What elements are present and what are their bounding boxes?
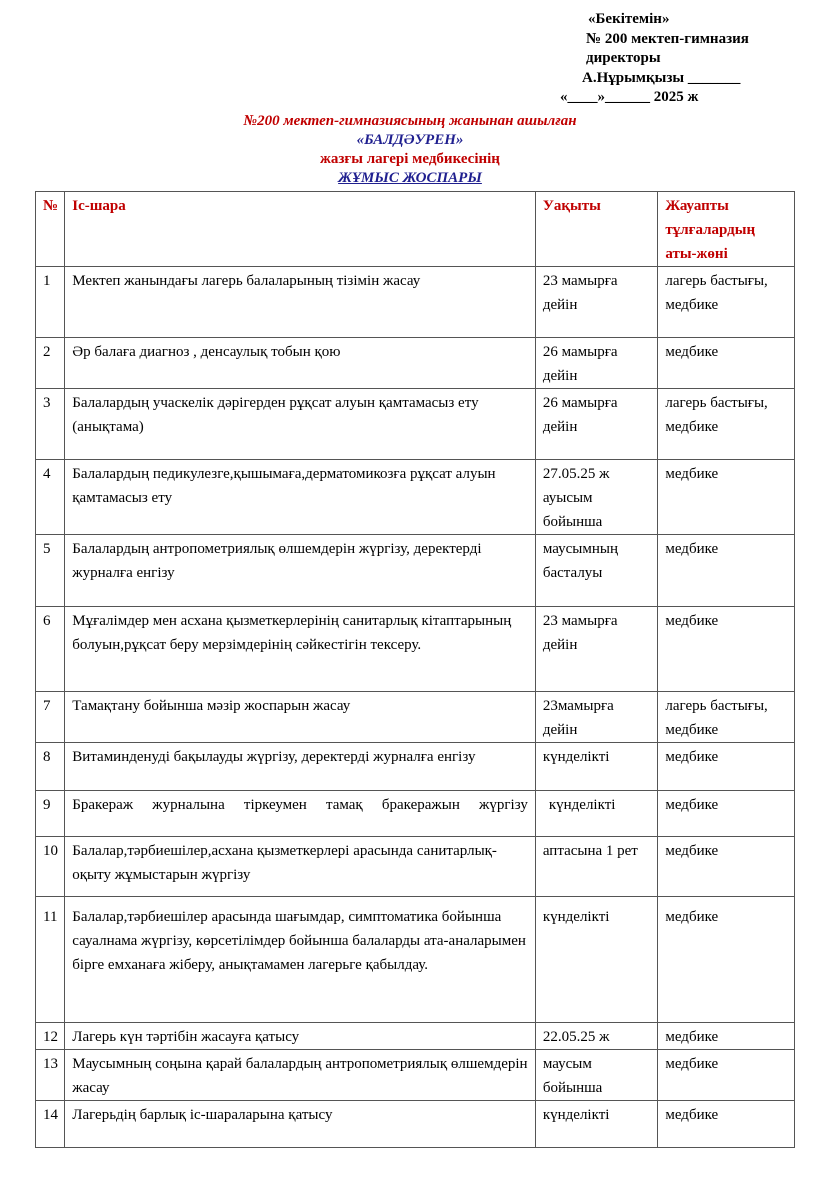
table-row	[36, 791, 795, 837]
row-activity: Балалар,тәрбиешілер арасында шағымдар, симптоматика бойынша сауалнама жүргізу, көрсетілімдер бойынша балаларды ата-аналарымен бірге емханаға жіберу, анықтамамен лагерьге қабылдау.	[65, 897, 536, 1023]
table-row	[36, 743, 795, 791]
table-row	[36, 460, 795, 535]
row-activity: Мұғалімдер мен асхана қызметкерлерінің санитарлық кітаптарының болуын,рұқсат беру мерзімдерінің сәйкестігін тексеру.	[65, 607, 536, 692]
row-time: күнделікті	[535, 1101, 658, 1148]
row-time: 23 мамырға дейін	[535, 607, 658, 692]
table-row	[36, 607, 795, 692]
row-number: 6	[36, 607, 65, 692]
row-responsible: медбике	[658, 1101, 795, 1148]
row-activity: Балалардың педикулезге,қышымаға,дерматомикозға рұқсат алуын қамтамасыз ету	[65, 460, 536, 535]
title-line-1: №200 мектеп-гимназиясының жанынан ашылған	[243, 113, 577, 129]
row-time: аптасына 1 рет	[535, 837, 658, 897]
approval-line-4: А.Нұрымқызы _______	[582, 69, 741, 86]
header-responsible: Жауапты тұлғалардың аты-жөні	[658, 192, 795, 267]
title-line-3: жазғы лагері медбикесінің	[320, 151, 500, 167]
row-responsible: медбике	[658, 535, 795, 607]
row-number: 1	[36, 267, 65, 338]
row-responsible: лагерь бастығы, медбике	[658, 692, 795, 743]
header-number: №	[36, 192, 65, 267]
row-number: 11	[36, 897, 65, 1023]
title-line-2: «БАЛДӘУРЕН»	[356, 132, 464, 148]
row-time: 27.05.25 ж ауысым бойынша	[535, 460, 658, 535]
row-responsible: медбике	[658, 460, 795, 535]
row-responsible: медбике	[658, 1023, 795, 1050]
row-number: 3	[36, 389, 65, 460]
row-number: 9	[36, 791, 65, 837]
row-activity: Тамақтану бойынша мәзір жоспарын жасау	[65, 692, 536, 743]
row-number: 2	[36, 338, 65, 389]
approval-line-1: «Бекітемін»	[588, 11, 670, 27]
row-responsible: медбике	[658, 338, 795, 389]
row-time: маусым бойынша	[535, 1050, 658, 1101]
header-activity: Іс-шара	[65, 192, 536, 267]
table-row	[36, 1101, 795, 1148]
row-number: 13	[36, 1050, 65, 1101]
row-activity: Лагерьдің барлық іс-шараларына қатысу	[65, 1101, 536, 1148]
row-activity: Балалардың учаскелік дәрігерден рұқсат алуын қамтамасыз ету (анықтама)	[65, 389, 536, 460]
row-responsible: медбике	[658, 791, 795, 837]
row-responsible: медбике	[658, 1050, 795, 1101]
table-row	[36, 897, 795, 1023]
row-time: күнделікті	[535, 743, 658, 791]
row-activity: Лагерь күн тәртібін жасауға қатысу	[65, 1023, 536, 1050]
table-row	[36, 267, 795, 338]
row-time: маусымның басталуы	[535, 535, 658, 607]
table-row	[36, 338, 795, 389]
row-responsible: медбике	[658, 743, 795, 791]
row-activity: Балалар,тәрбиешілер,асхана қызметкерлері арасында санитарлық- оқыту жұмыстарын жүргізу	[65, 837, 536, 897]
row-responsible: медбике	[658, 837, 795, 897]
work-plan-table	[35, 191, 795, 1148]
row-time: 22.05.25 ж	[535, 1023, 658, 1050]
row-activity: Маусымның соңына қарай балалардың антропометриялық өлшемдерін жасау	[65, 1050, 536, 1101]
approval-stamp	[556, 10, 816, 108]
table-row	[36, 837, 795, 897]
table-header-row	[36, 192, 795, 267]
row-number: 7	[36, 692, 65, 743]
row-time: күнделікті	[535, 897, 658, 1023]
row-time: 26 мамырға дейін	[535, 389, 658, 460]
row-activity: Мектеп жанындағы лагерь балаларының тізімін жасау	[65, 267, 536, 338]
approval-line-2: № 200 мектеп-гимназия	[586, 30, 749, 47]
row-time: күнделікті	[535, 791, 658, 837]
row-time: 23мамырға дейін	[535, 692, 658, 743]
header-time: Уақыты	[535, 192, 658, 267]
row-number: 4	[36, 460, 65, 535]
table-row	[36, 692, 795, 743]
row-responsible: лагерь бастығы, медбике	[658, 267, 795, 338]
row-number: 8	[36, 743, 65, 791]
row-responsible: лагерь бастығы, медбике	[658, 389, 795, 460]
table-row	[36, 1050, 795, 1101]
approval-line-5: «____»______ 2025 ж	[560, 89, 699, 105]
row-activity: Әр балаға диагноз , денсаулық тобын қою	[65, 338, 536, 389]
row-number: 5	[36, 535, 65, 607]
table-row	[36, 535, 795, 607]
approval-line-3: директоры	[586, 50, 661, 66]
document-title	[150, 112, 670, 188]
table-row	[36, 1023, 795, 1050]
row-time: 23 мамырға дейін	[535, 267, 658, 338]
row-responsible: медбике	[658, 897, 795, 1023]
table-row	[36, 389, 795, 460]
row-number: 14	[36, 1101, 65, 1148]
row-activity: Балалардың антропометриялық өлшемдерін жүргізу, деректерді журналға енгізу	[65, 535, 536, 607]
row-time: 26 мамырға дейін	[535, 338, 658, 389]
row-responsible: медбике	[658, 607, 795, 692]
row-activity: Витаминденуді бақылауды жүргізу, деректерді журналға енгізу	[65, 743, 536, 791]
title-line-4: ЖҰМЫС ЖОСПАРЫ	[338, 170, 482, 186]
row-number: 12	[36, 1023, 65, 1050]
row-number: 10	[36, 837, 65, 897]
row-activity: Бракераж журналына тіркеумен тамақ бракеражын жүргізу	[65, 791, 536, 837]
